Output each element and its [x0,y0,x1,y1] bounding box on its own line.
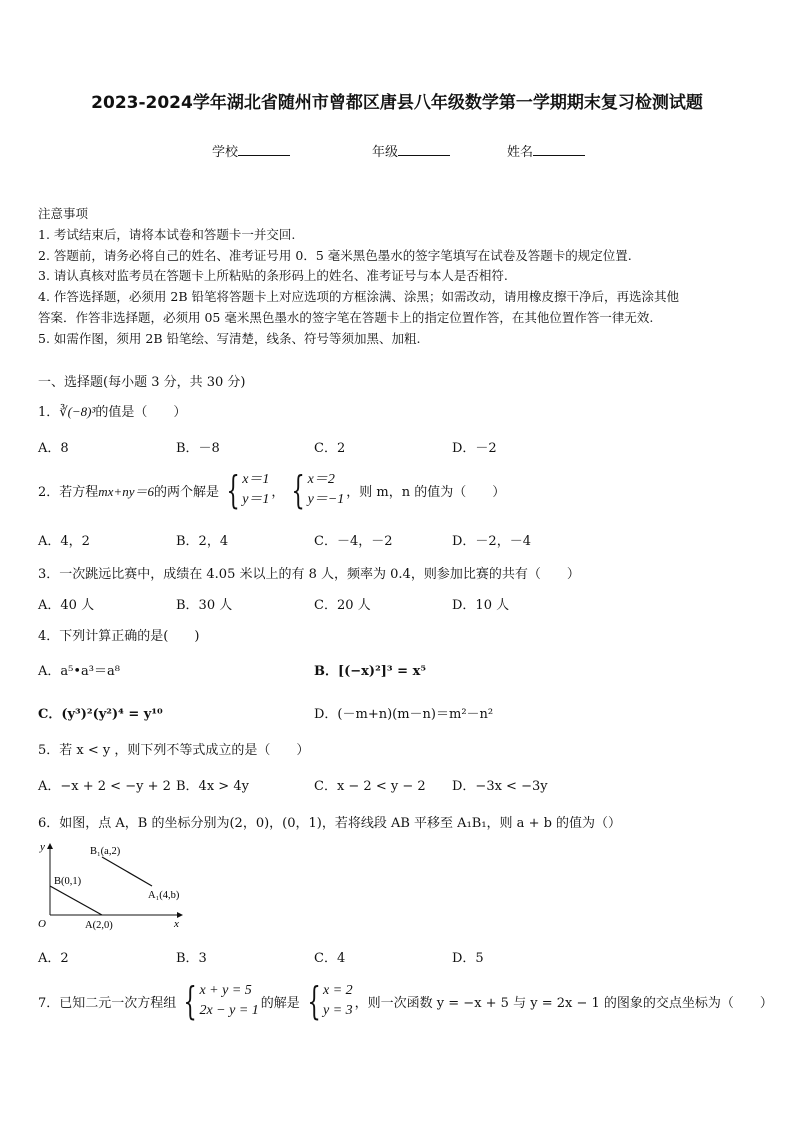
grade-label: 年级 [372,145,399,160]
q7-solution: { x = 2 y = 3 [307,979,353,1023]
q6-option-b[interactable]: B．3 [176,951,207,966]
question-1: 1．∛(−8)³的值是（ ） [38,404,187,420]
q6-option-c[interactable]: C．4 [314,951,346,966]
note-item: 4. 作答选择题，必须用 2B 铅笔将答题卡上对应选项的方框涂满、涂黑；如需改动，请用橡皮擦干净后，再选涂其他 [38,289,679,304]
name-label: 姓名 [507,145,534,160]
name-field[interactable] [507,141,585,160]
note-item: 答案．作答非选择题，必须用 05 毫米黑色墨水的签字笔在答题卡上的指定位置作答，在其他位置作答一律无效. [38,310,654,325]
q6-figure [34,838,194,934]
q1-option-c[interactable]: C．2 [314,441,346,456]
y-axis-label: y [40,841,45,853]
q5-option-a[interactable]: A．−x + 2 < −y + 2 [38,779,171,794]
question-3: 3．一次跳远比赛中，成绩在 4.05 米以上的有 8 人，频率为 0.4，则参加比赛的共有（ ） [38,567,580,582]
question-6: 6．如图，点 A，B 的坐标分别为(2，0)，(0，1)，若将线段 AB 平移至 A₁B₁，则 a + b 的值为（） [38,816,622,831]
point-b-label: B(0,1) [54,876,82,887]
q3-option-c[interactable]: C．20 人 [314,598,371,613]
q2-option-d[interactable]: D．－2，－4 [452,534,531,549]
school-label: 学校 [212,145,239,160]
note-item: 1. 考试结束后，请将本试卷和答题卡一并交回. [38,227,296,242]
question-7: 7．已知二元一次方程组 { x + y = 5 2x − y = 1 的解是 { x = 2 y = 3 ，则一次函数 y = −x + 5 与 y = 2x − 1 的图象的交点坐标为（ ） [38,979,773,1023]
q5-option-b[interactable]: B．4x > 4y [176,779,249,794]
q2-system-2: { x＝2 y＝−1 [291,468,345,512]
q4-option-b[interactable]: B．[(−x)²]³ = x⁵ [314,664,427,679]
q6-option-a[interactable]: A．2 [38,951,69,966]
q3-option-d[interactable]: D．10 人 [452,598,510,613]
section-heading: 一、选择题(每小题 3 分，共 30 分) [38,375,246,390]
note-item: 5. 如需作图，须用 2B 铅笔绘、写清楚，线条、符号等须加黑、加粗. [38,331,421,346]
x-axis-label: x [174,918,179,930]
q2-system-1: { x＝1 y＝1 [226,468,270,512]
grade-field[interactable] [372,141,450,160]
page-title: 2023-2024学年湖北省随州市曾都区唐县八年级数学第一学期期末复习检测试题 [91,93,703,113]
q6-option-d[interactable]: D．5 [452,951,484,966]
segment-a1b1 [102,857,152,886]
q1-option-b[interactable]: B．－8 [176,441,220,456]
q1-option-a[interactable]: A．8 [38,441,69,456]
point-b1-label: B₁(a,2) [90,846,121,857]
q2-option-a[interactable]: A．4，2 [38,534,90,549]
q2-option-c[interactable]: C．－4，－2 [314,534,393,549]
q4-option-a[interactable]: A．a⁵•a³＝a⁸ [38,664,120,679]
question-5: 5．若 x < y ，则下列不等式成立的是（ ） [38,743,310,758]
q3-option-b[interactable]: B．30 人 [176,598,233,613]
q2-option-b[interactable]: B．2，4 [176,534,229,549]
q7-system: { x + y = 5 2x − y = 1 [183,979,259,1023]
q5-option-d[interactable]: D．−3x < −3y [452,779,548,794]
point-a1-label: A₁(4,b) [148,890,180,901]
note-item: 2. 答题前，请务必将自己的姓名、准考证号用 0．5 毫米黑色墨水的签字笔填写在试卷及答题卡的规定位置. [38,248,632,263]
segment-ab [50,886,102,915]
question-4: 4．下列计算正确的是( ) [38,629,200,644]
q4-option-d[interactable]: D．(－m+n)(m－n)＝m²－n² [314,707,494,722]
q1-option-d[interactable]: D．－2 [452,441,497,456]
q1-expression: ∛(−8)³ [59,404,96,419]
school-field[interactable] [212,141,290,160]
note-item: 3. 请认真核对监考员在答题卡上所粘贴的条形码上的姓名、准考证号与本人是否相符. [38,268,508,283]
question-2: 2．若方程 mx+ny＝6 的两个解是 { x＝1 y＝1 ， { x＝2 y＝−1 ，则 m，n 的值为（ ） [38,468,506,512]
point-a-label: A(2,0) [85,920,113,931]
q3-option-a[interactable]: A．40 人 [38,598,95,613]
q5-option-c[interactable]: C．x − 2 < y − 2 [314,779,426,794]
origin-label: O [38,918,46,930]
q4-option-c[interactable]: C．(y³)²(y²)⁴ = y¹⁰ [38,707,163,722]
notes-heading: 注意事项 [38,206,89,221]
